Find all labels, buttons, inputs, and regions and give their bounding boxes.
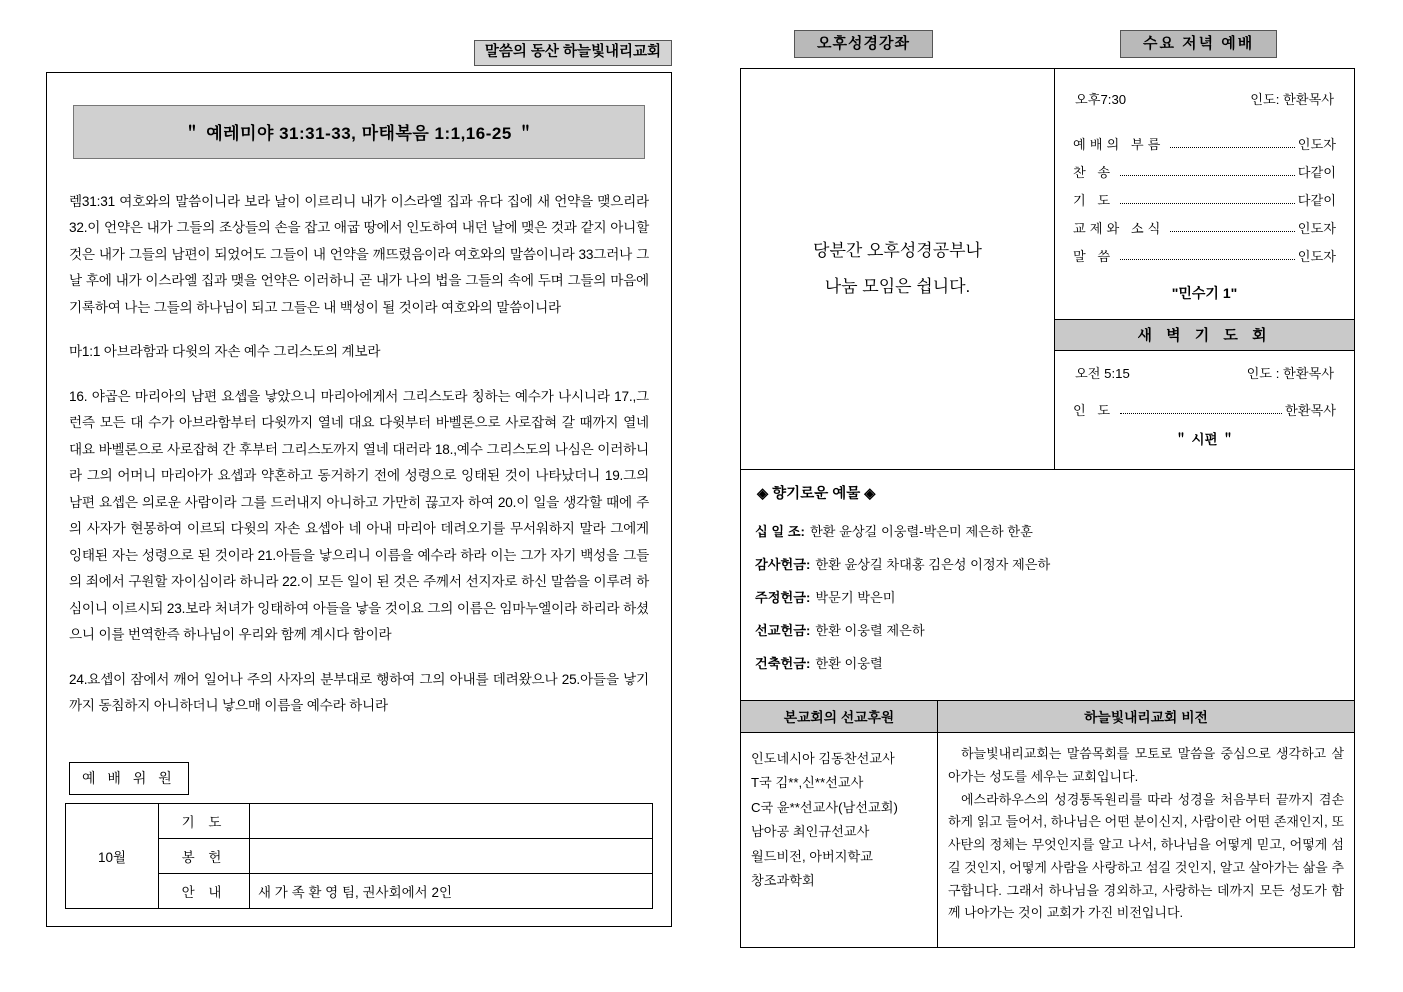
order-item	[1069, 134, 1340, 153]
scripture-paragraph: 마1:1 아브라함과 다윗의 자손 예수 그리스도의 계보라	[69, 344, 381, 359]
right-header-row	[740, 30, 1355, 60]
worship-staff-tag-row	[65, 738, 653, 803]
order-item-who: 다같이	[1297, 193, 1336, 208]
offering-names: 한환 이웅렬	[815, 656, 883, 671]
offering-label: 주정헌금:	[755, 590, 811, 605]
order-item	[1069, 246, 1340, 265]
offering-row	[755, 554, 1340, 573]
list-item: 창조과학회	[751, 873, 815, 889]
dawn-text-title: ＂ 시편 ＂	[1174, 432, 1235, 447]
church-banner-row	[46, 40, 672, 66]
dot-leader	[1120, 259, 1295, 260]
notice-panel	[741, 69, 1055, 469]
list-item: 인도네시아 김동찬선교사	[751, 751, 895, 766]
staff-role: 봉 헌	[159, 838, 250, 873]
offering-label: 십 일 조:	[755, 524, 805, 539]
table-row	[66, 803, 653, 838]
dawn-prayer-block	[1055, 351, 1354, 454]
notice-line-1: 당분간 오후성경공부나	[813, 241, 982, 261]
order-item-name: 교제와 소식	[1073, 221, 1165, 236]
order-item-name: 기 도	[1073, 193, 1115, 208]
order-item	[1069, 218, 1340, 237]
wednesday-time: 오후7:30	[1075, 92, 1127, 107]
staff-value: 새 가 족 환 영 팀, 권사회에서 2인	[250, 873, 653, 908]
sermon-text-box	[46, 72, 672, 927]
mission-support-table	[741, 701, 938, 947]
wednesday-sermon-title: "민수기 1"	[1171, 285, 1238, 301]
dawn-time-row	[1069, 363, 1340, 382]
dawn-guide-label: 인 도	[1073, 403, 1115, 418]
offering-row	[755, 587, 1340, 606]
staff-value	[250, 803, 653, 838]
dot-leader	[1170, 231, 1294, 232]
dawn-prayer-heading: 새 벽 기 도 회	[1055, 319, 1354, 351]
wednesday-evening-service-pill: 수요 저녁 예배	[1120, 30, 1277, 58]
offering-section	[741, 469, 1354, 700]
order-item-who: 인도자	[1297, 221, 1336, 236]
staff-role: 기 도	[159, 803, 250, 838]
dot-leader	[1120, 413, 1282, 414]
vision-body	[938, 733, 1354, 947]
offering-heading: ◈ 향기로운 예물 ◈	[757, 486, 876, 502]
vision-paragraph-1: 하늘빛내리교회는 말씀목회를 모토로 말씀을 중심으로 생각하고 살아가는 성도를 세우는 교회입니다.	[948, 746, 1344, 784]
wednesday-order-block	[1055, 69, 1354, 319]
offering-row	[755, 620, 1340, 639]
mission-support-body	[741, 733, 937, 947]
order-item-who: 인도자	[1297, 137, 1336, 152]
order-item-name: 말 씀	[1073, 249, 1115, 264]
dawn-leader: 인도 : 한환목사	[1246, 366, 1334, 381]
order-item-who: 다같이	[1297, 165, 1336, 180]
order-item-name: 찬 송	[1073, 165, 1115, 180]
wednesday-service-panel	[1055, 69, 1354, 469]
scripture-paragraph: 24.요셉이 잠에서 깨어 일어나 주의 사자의 분부대로 행하여 그의 아내를 데려왔으나 25.아들을 낳기까지 동침하지 아니하더니 낳으매 이름을 예수라 하니라	[69, 671, 649, 713]
offering-names: 박문기 박은미	[815, 590, 896, 605]
scripture-body	[65, 189, 653, 720]
offering-label: 감사헌금:	[755, 557, 811, 572]
staff-month: 10월	[66, 803, 159, 908]
right-column	[740, 30, 1355, 948]
order-item-who: 인도자	[1297, 249, 1336, 264]
scripture-paragraph: 렘31:31 여호와의 말씀이니라 보라 날이 이르리니 내가 이스라엘 집과 유다 집에 새 언약을 맺으리라 32.이 언약은 내가 그들의 조상들의 손을 잡고 애굽 땅에서 인도하여 내던 날에 맺은 것과 같지 아니할 것은 내가 그들의 남편이 되었어도 그들이 내 언약을 깨뜨렸음이라 여호와의 말씀이니라 33그러나 그 날 후에 내가 이스라엘 집과 맺을 언약은 이러하니 곧 내가 나의 법을 그들의 속에 두며 그들의 마음에 기록하여 나는 그들의 하나님이 되고 그들은 내 백성이 될 것이라 여호와의 말씀이니라	[69, 193, 649, 315]
service-top-section	[741, 69, 1354, 469]
dawn-guide-who: 한환목사	[1285, 403, 1336, 418]
notice-line-2: 나눔 모임은 쉽니다.	[824, 277, 971, 296]
list-item: C국 윤**선교사(남선교회)	[751, 799, 898, 815]
right-main-box	[740, 68, 1355, 948]
mission-support-heading: 본교회의 선교후원	[741, 701, 937, 733]
wednesday-time-row	[1069, 89, 1340, 108]
dawn-time: 오전 5:15	[1075, 366, 1130, 381]
offering-label: 선교헌금:	[755, 623, 811, 638]
church-banner: 말씀의 동산 하늘빛내리교회	[474, 40, 672, 66]
staff-role: 안 내	[159, 873, 250, 908]
list-item: 남아공 최인규선교사	[751, 824, 870, 840]
wednesday-leader: 인도: 한환목사	[1250, 92, 1334, 107]
list-item: 월드비전, 아버지학교	[751, 848, 873, 864]
dot-leader	[1170, 147, 1294, 148]
dot-leader	[1120, 203, 1295, 204]
worship-staff-table	[65, 803, 653, 909]
offering-label: 건축헌금:	[755, 656, 811, 671]
offering-names: 한환 윤상길 이웅렬-박은미 제은하 한훈	[809, 524, 1033, 539]
order-item-name: 예배의 부름	[1073, 137, 1165, 152]
scripture-heading: ＂ 예레미야 31:31-33, 마태복음 1:1,16-25 ＂	[73, 105, 645, 159]
offering-row	[755, 521, 1340, 540]
order-item	[1069, 162, 1340, 181]
vision-table	[938, 701, 1354, 947]
offering-names: 한환 이웅렬 제은하	[815, 623, 925, 638]
staff-value	[250, 838, 653, 873]
dot-leader	[1120, 175, 1295, 176]
list-item: T국 김**,신**선교사	[751, 775, 864, 791]
vision-heading: 하늘빛내리교회 비전	[938, 701, 1354, 733]
dawn-guide-row	[1069, 400, 1340, 419]
order-item	[1069, 190, 1340, 209]
worship-staff-tag: 예 배 위 원	[69, 762, 189, 795]
vision-paragraph-2: 에스라하우스의 성경통독원리를 따라 성경을 처음부터 끝까지 겸손하게 읽고 들어서, 하나님은 어떤 분이신지, 사람이란 어떤 존재인지, 또 사탄의 정체는 무엇인지를 알고 나서, 하나님을 어떻게 믿고, 어떻게 섬길 것인지, 어떻게 사람을 사랑하고 섬길 것인지, 알고 살아가는 삶을 추구합니다. 그래서 하나님을 경외하고, 사랑하는 데까지 모든 성도가 함께 나아가는 것이 교회가 가진 비전입니다.	[948, 791, 1344, 921]
afternoon-bible-lecture-pill: 오후성경강좌	[794, 30, 933, 58]
bottom-tables	[741, 700, 1354, 947]
scripture-paragraph: 16. 야곱은 마리아의 남편 요셉을 낳았으니 마리아에게서 그리스도라 칭하는 예수가 나시니라 17.,그런즉 모든 대 수가 아브라함부터 다윗까지 열네 대요 다윗부터 바벨론으로 사로잡혀 갈 때까지 열네 대요 바벨론으로 사로잡혀 간 후부터 그리스도까지 열네 대러라 18.,예수 그리스도의 나심은 이러하니라 그의 어머니 마리아가 요셉과 약혼하고 동거하기 전에 성령으로 잉태된 것이 나타났더니 19.그의 남편 요셉은 의로운 사람이라 그를 드러내지 아니하고 가만히 끊고자 하여 20.이 일을 생각할 때에 주의 사자가 현몽하여 이르되 다윗의 자손 요셉아 네 아내 마리아 데려오기를 무서워하지 말라 그에게 잉태된 자는 성령으로 된 것이라 21.아들을 낳으리니 이름을 예수라 하라 이는 그가 자기 백성을 그들의 죄에서 구원할 자이심이라 하니라 22.이 모든 일이 된 것은 주께서 선지자로 하신 말씀을 이루려 하심이니 이르시되 23.보라 처녀가 잉태하여 아들을 낳을 것이요 그의 이름은 임마누엘이라 하리라 하셨으니 이를 번역한즉 하나님이 우리와 함께 계시다 함이라	[69, 388, 649, 642]
offering-names: 한환 윤상길 차대홍 김은성 이정자 제은하	[815, 557, 1051, 572]
offering-row	[755, 653, 1340, 672]
left-column	[46, 40, 672, 927]
